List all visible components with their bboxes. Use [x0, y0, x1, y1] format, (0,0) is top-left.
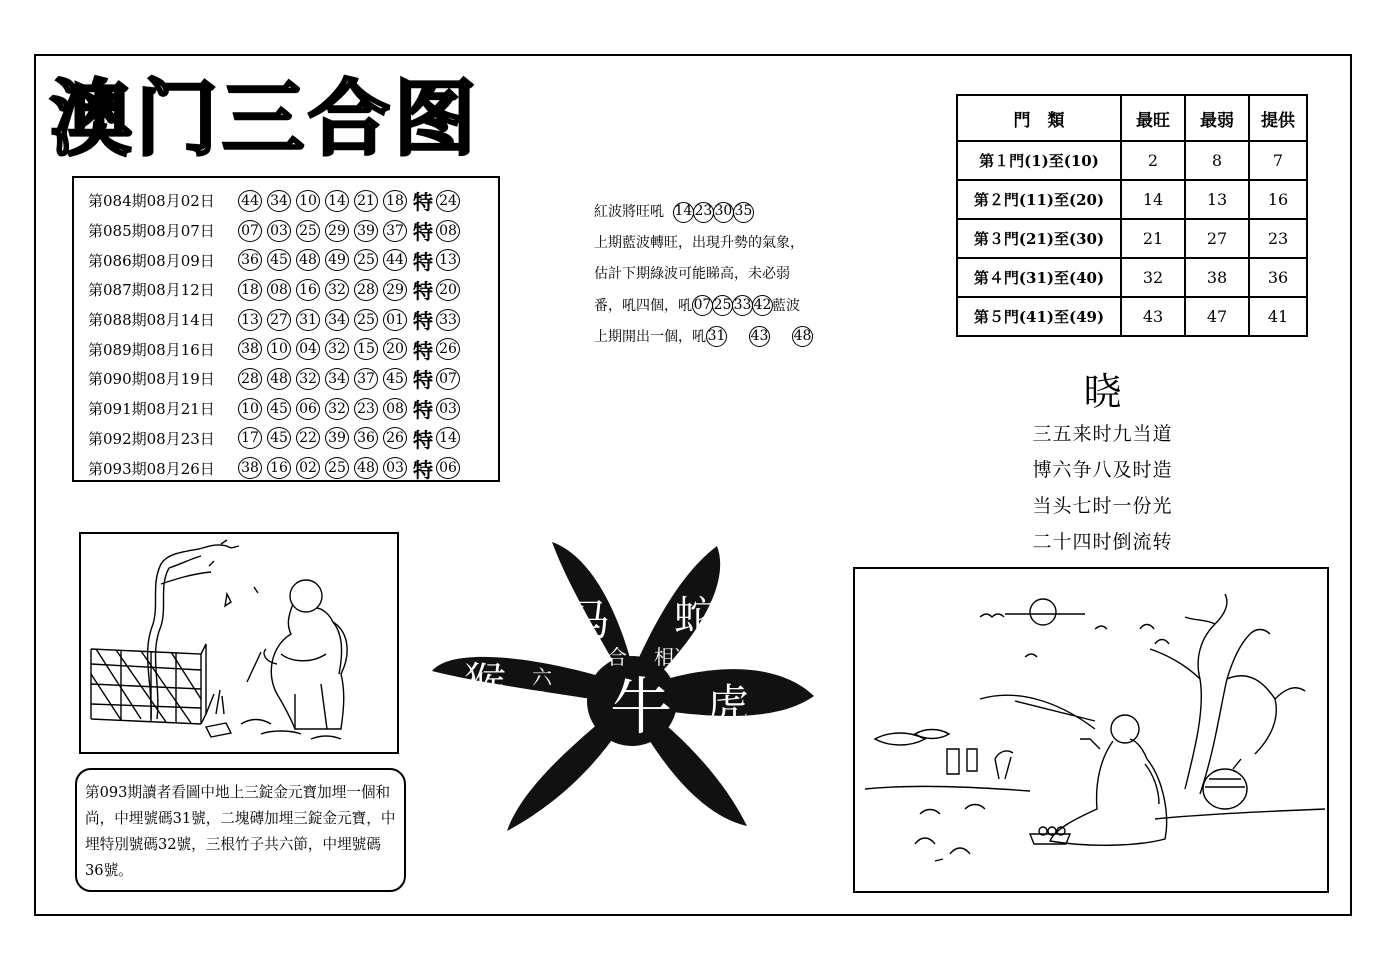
result-ball: 48: [354, 457, 378, 479]
result-ball: 25: [354, 309, 378, 331]
result-ball: 49: [325, 249, 349, 271]
prediction-paragraph: [594, 197, 854, 353]
special-marker: 特: [413, 368, 433, 393]
result-ball: 21: [354, 190, 378, 212]
special-marker: 特: [413, 279, 433, 304]
special-ball: 03: [436, 398, 460, 420]
door-min: 47: [1185, 297, 1249, 336]
result-ball: 26: [383, 427, 407, 449]
zodiac-snake: 蛇: [674, 592, 717, 641]
poem-line: 博六争八及时造: [1032, 459, 1173, 481]
result-ball: 31: [296, 309, 320, 331]
result-ball: 29: [383, 279, 407, 301]
prediction-line-4: [594, 291, 854, 322]
door-label: 第２門(11)至(20): [957, 180, 1121, 219]
result-ball: 34: [325, 309, 349, 331]
poem-title: 晓: [1083, 370, 1122, 414]
zodiac-tiger: 虎: [707, 680, 750, 729]
result-ball: 36: [238, 249, 262, 271]
door-row: [957, 180, 1307, 219]
scholar-illustration: [853, 567, 1329, 893]
result-ball: 22: [296, 427, 320, 449]
special-marker: 特: [413, 309, 433, 334]
poem: [1020, 368, 1185, 560]
prediction-ball: 48: [792, 326, 813, 347]
door-min: 27: [1185, 219, 1249, 258]
result-ball: 34: [325, 368, 349, 390]
door-table: [956, 94, 1308, 337]
prediction-ball: 14: [673, 202, 694, 223]
door-label: 第４門(31)至(40): [957, 258, 1121, 297]
door-max: 21: [1121, 219, 1185, 258]
door-row: [957, 219, 1307, 258]
door-row: [957, 141, 1307, 180]
special-ball: 26: [436, 338, 460, 360]
result-ball: 36: [354, 427, 378, 449]
prediction-text: 番，吼四個，吼: [594, 297, 692, 314]
door-label: 第３門(21)至(30): [957, 219, 1121, 258]
special-ball: 13: [436, 249, 460, 271]
door-row: [957, 297, 1307, 336]
result-ball: 16: [296, 279, 320, 301]
result-ball: 20: [383, 338, 407, 360]
result-draw-label: 第091期08月21日: [88, 400, 215, 419]
result-ball: 34: [267, 190, 291, 212]
special-ball: 14: [436, 427, 460, 449]
result-ball: 44: [238, 190, 262, 212]
result-ball: 25: [354, 249, 378, 271]
special-ball: 08: [436, 220, 460, 242]
result-ball: 39: [325, 427, 349, 449]
result-ball: 37: [354, 368, 378, 390]
special-marker: 特: [413, 190, 433, 215]
door-min: 13: [1185, 180, 1249, 219]
result-ball: 04: [296, 338, 320, 360]
result-draw-label: 第084期08月02日: [88, 192, 215, 211]
result-ball: 38: [238, 457, 262, 479]
result-ball: 08: [383, 398, 407, 420]
door-header-max: 最旺: [1121, 95, 1185, 141]
prediction-text: 藍波: [772, 297, 800, 314]
prediction-numbers: [692, 298, 772, 314]
prediction-ball: 33: [732, 295, 753, 316]
result-ball: 02: [296, 457, 320, 479]
result-row: [88, 186, 498, 216]
result-ball: 23: [354, 398, 378, 420]
results-table: [72, 176, 500, 482]
door-give: 23: [1249, 219, 1307, 258]
door-give: 41: [1249, 297, 1307, 336]
sanhe-label: 三合: [587, 645, 627, 669]
result-ball: 16: [267, 457, 291, 479]
door-row: [957, 258, 1307, 297]
result-ball: 45: [267, 249, 291, 271]
result-draw-label: 第093期08月26日: [88, 459, 215, 478]
result-ball: 32: [325, 398, 349, 420]
result-ball: 03: [383, 457, 407, 479]
result-ball: 37: [383, 220, 407, 242]
result-ball: 29: [325, 220, 349, 242]
liuhe-label-1: 六: [532, 665, 552, 689]
result-ball: 06: [296, 398, 320, 420]
special-ball: 33: [436, 309, 460, 331]
result-row: [88, 216, 498, 246]
result-ball: 38: [238, 338, 262, 360]
prediction-ball: 43: [749, 326, 770, 347]
zodiac-flower: [432, 536, 816, 836]
prediction-ball: 07: [692, 295, 713, 316]
result-ball: 25: [325, 457, 349, 479]
result-draw-label: 第087期08月12日: [88, 281, 215, 300]
result-draw-label: 第086期08月09日: [88, 251, 215, 270]
result-ball: 03: [267, 220, 291, 242]
page-title: 澳门三合图: [50, 71, 481, 167]
prediction-line-2: 上期藍波轉旺，出現升勢的氣象，: [594, 235, 804, 252]
prediction-ball: 23: [693, 202, 714, 223]
door-give: 16: [1249, 180, 1307, 219]
door-max: 2: [1121, 141, 1185, 180]
door-max: 32: [1121, 258, 1185, 297]
poem-line: 当头七时一份光: [1032, 495, 1173, 517]
monk-drawing: [81, 534, 397, 752]
result-ball: 18: [238, 279, 262, 301]
door-header-min: 最弱: [1185, 95, 1249, 141]
result-ball: 01: [383, 309, 407, 331]
result-ball: 45: [267, 398, 291, 420]
special-ball: 24: [436, 190, 460, 212]
result-ball: 32: [296, 368, 320, 390]
result-draw-label: 第092期08月23日: [88, 429, 215, 448]
prediction-ball: 31: [706, 326, 727, 347]
result-ball: 10: [267, 338, 291, 360]
door-label: 第５門(41)至(49): [957, 297, 1121, 336]
result-draw-label: 第088期08月14日: [88, 311, 215, 330]
result-ball: 27: [267, 309, 291, 331]
door-min: 38: [1185, 258, 1249, 297]
result-row: [88, 334, 498, 364]
result-row: [88, 275, 498, 305]
door-header-give: 提供: [1249, 95, 1307, 141]
prediction-text: 上期開出一個，吼: [594, 328, 706, 345]
xiangchong-label: 相冲: [654, 645, 694, 669]
door-give: 7: [1249, 141, 1307, 180]
zodiac-horse: 马: [568, 596, 611, 645]
result-ball: 48: [267, 368, 291, 390]
reader-note: 第093期讀者看圖中地上三錠金元寶加埋一個和尚，中埋號碼31號，二塊磚加埋三錠金元寶，中埋特別號碼32號，三根竹子共六節，中埋號碼36號。: [75, 768, 406, 892]
result-row: [88, 364, 498, 394]
result-ball: 14: [325, 190, 349, 212]
door-header-category: 門 類: [957, 95, 1121, 141]
prediction-ball: 42: [752, 295, 773, 316]
result-ball: 44: [383, 249, 407, 271]
special-marker: 特: [413, 220, 433, 245]
result-draw-label: 第085期08月07日: [88, 222, 215, 241]
result-ball: 07: [238, 220, 262, 242]
prediction-numbers: [673, 204, 753, 220]
prediction-numbers: [706, 329, 835, 345]
result-ball: 15: [354, 338, 378, 360]
result-ball: 28: [238, 368, 262, 390]
result-row: [88, 394, 498, 424]
result-row: [88, 453, 498, 483]
result-ball: 13: [238, 309, 262, 331]
special-ball: 07: [436, 368, 460, 390]
door-label: 第１門(1)至(10): [957, 141, 1121, 180]
result-ball: 10: [296, 190, 320, 212]
result-ball: 45: [383, 368, 407, 390]
monk-illustration: [79, 532, 399, 754]
result-ball: 10: [238, 398, 262, 420]
prediction-text: 紅波將旺吼: [594, 204, 664, 220]
scholar-drawing: [855, 569, 1327, 891]
special-marker: 特: [413, 249, 433, 274]
result-draw-label: 第090期08月19日: [88, 370, 215, 389]
door-give: 36: [1249, 258, 1307, 297]
result-ball: 17: [238, 427, 262, 449]
result-ball: 39: [354, 220, 378, 242]
special-marker: 特: [413, 338, 433, 363]
prediction-line-3: 估計下期綠波可能睇高，未必弱: [594, 266, 790, 283]
door-min: 8: [1185, 141, 1249, 180]
result-row: [88, 245, 498, 275]
door-max: 14: [1121, 180, 1185, 219]
special-marker: 特: [413, 457, 433, 482]
prediction-ball: 30: [713, 202, 734, 223]
result-ball: 32: [325, 279, 349, 301]
result-ball: 28: [354, 279, 378, 301]
result-ball: 08: [267, 279, 291, 301]
door-max: 43: [1121, 297, 1185, 336]
zodiac-monkey: 猴: [464, 658, 507, 707]
result-ball: 18: [383, 190, 407, 212]
poem-line: 三五来时九当道: [1032, 423, 1173, 445]
result-ball: 48: [296, 249, 320, 271]
special-ball: 06: [436, 457, 460, 479]
prediction-ball: 25: [712, 295, 733, 316]
result-draw-label: 第089期08月16日: [88, 340, 215, 359]
prediction-ball: 35: [733, 202, 754, 223]
result-ball: 45: [267, 427, 291, 449]
special-marker: 特: [413, 398, 433, 423]
result-row: [88, 424, 498, 454]
result-row: [88, 305, 498, 335]
liuhe-label-2: 合: [532, 689, 552, 713]
special-ball: 20: [436, 279, 460, 301]
zodiac-ox: 牛: [610, 670, 673, 743]
prediction-line-5: [594, 322, 854, 353]
result-ball: 25: [296, 220, 320, 242]
result-ball: 32: [325, 338, 349, 360]
special-marker: 特: [413, 427, 433, 452]
prediction-line-1: [594, 197, 854, 228]
poem-line: 二十四时倒流转: [1032, 531, 1173, 553]
